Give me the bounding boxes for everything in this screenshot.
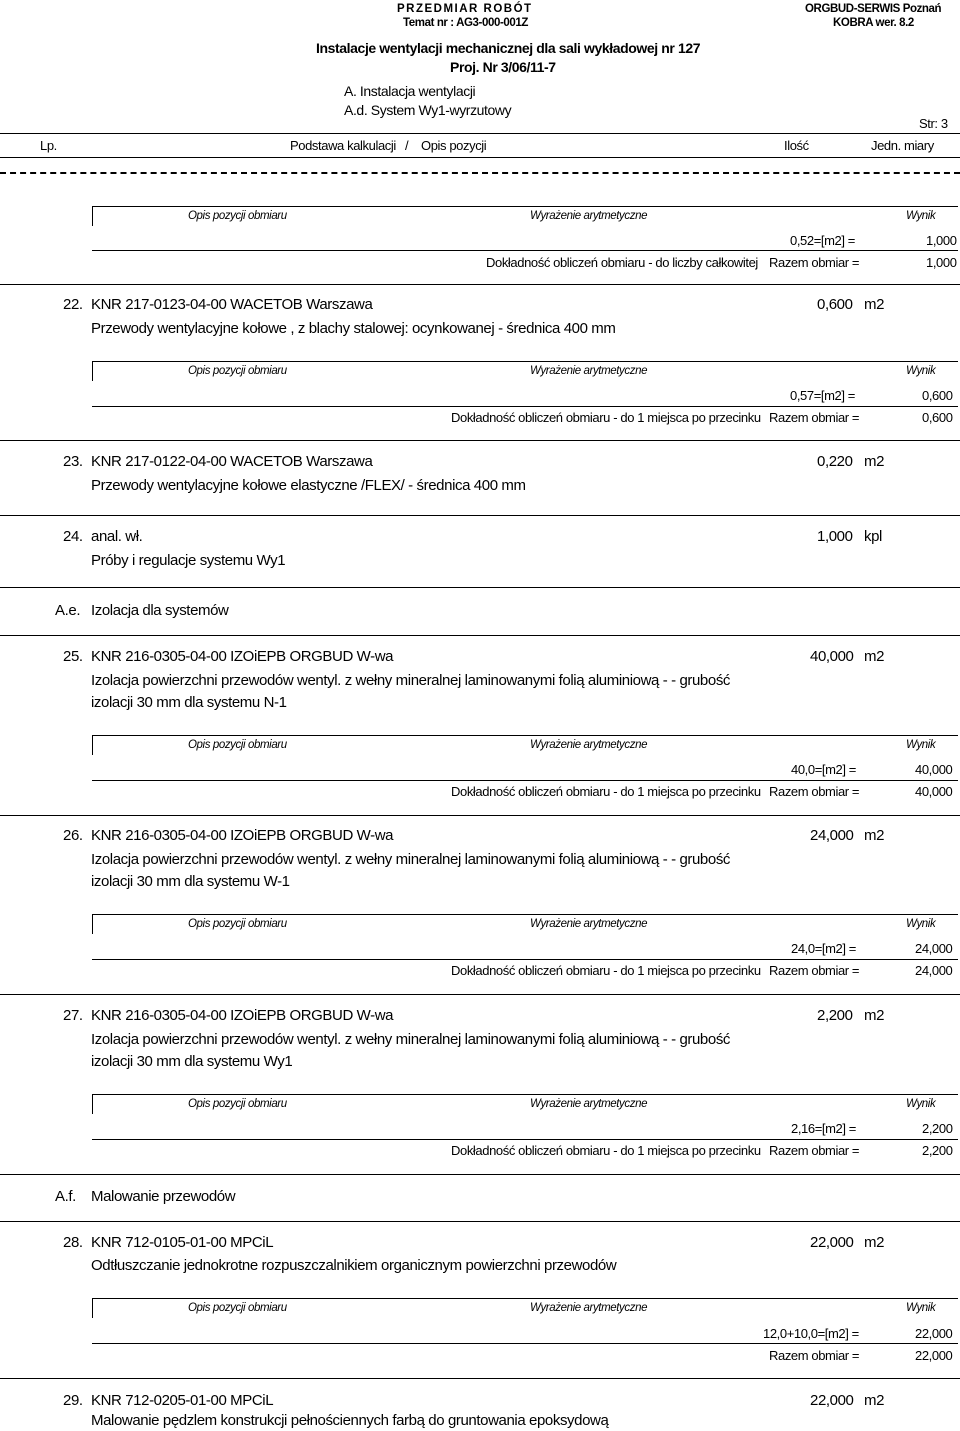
- meas-header-desc: Opis pozycji obmiaru: [188, 739, 287, 751]
- meas-header-expr: Wyrażenie arytmetyczne: [530, 365, 648, 377]
- section-code: A.e.: [55, 602, 81, 619]
- col-qty: Ilość: [784, 138, 809, 153]
- item-description-line2: izolacji 30 mm dla systemu W-1: [91, 873, 290, 890]
- total-label: Razem obmiar =: [769, 1143, 860, 1158]
- item-lp: 25.: [63, 648, 83, 665]
- total-label: Razem obmiar =: [769, 784, 860, 799]
- item-qty: 22,000: [810, 1392, 854, 1409]
- precision-note: Dokładność obliczeń obmiaru - do 1 miejsca po przecinku: [451, 1143, 761, 1158]
- precision-note: Dokładność obliczeń obmiaru - do 1 miejsca po przecinku: [451, 410, 761, 425]
- section-heading: Malowanie przewodów: [91, 1188, 236, 1205]
- item-unit: m2: [864, 1392, 885, 1409]
- item-unit: m2: [864, 648, 885, 665]
- meas-header-expr: Wyrażenie arytmetyczne: [530, 1302, 648, 1314]
- item-basis: KNR 216-0305-04-00 IZOiEPB ORGBUD W-wa: [91, 827, 394, 844]
- col-lp: Lp.: [40, 138, 57, 153]
- meas-header-result: Wynik: [906, 739, 936, 751]
- meas-result: 2,200: [922, 1121, 953, 1136]
- item-qty: 24,000: [810, 827, 854, 844]
- meas-header-expr: Wyrażenie arytmetyczne: [530, 739, 648, 751]
- meas-header-desc: Opis pozycji obmiaru: [188, 365, 287, 377]
- col-slash: /: [405, 138, 409, 153]
- topic-number: Temat nr : AG3-000-001Z: [403, 17, 529, 29]
- meas-result: 0,600: [922, 388, 953, 403]
- item-description-line2: izolacji 30 mm dla systemu N-1: [91, 694, 287, 711]
- total-label: Razem obmiar =: [769, 410, 860, 425]
- item-description: Izolacja powierzchni przewodów wentyl. z wełny mineralnej laminowanymi folią aluminiową - - grubość: [91, 672, 731, 689]
- item-description: Izolacja powierzchni przewodów wentyl. z wełny mineralnej laminowanymi folią aluminiową - - grubość: [91, 1031, 731, 1048]
- meas-header-result: Wynik: [906, 1302, 936, 1314]
- meas-header-expr: Wyrażenie arytmetyczne: [530, 918, 648, 930]
- item-unit: m2: [864, 1007, 885, 1024]
- item-qty: 0,220: [817, 453, 853, 470]
- item-unit: kpl: [864, 528, 882, 545]
- item-qty: 40,000: [810, 648, 854, 665]
- section-title: A. Instalacja wentylacji: [344, 83, 476, 99]
- total-value: 22,000: [915, 1348, 953, 1363]
- total-label: Razem obmiar =: [769, 255, 860, 270]
- document-title: PRZEDMIAR ROBÓT: [397, 3, 533, 15]
- col-basis: Podstawa kalkulacji: [290, 138, 396, 153]
- meas-expression: 24,0=[m2] =: [791, 941, 856, 956]
- item-lp: 26.: [63, 827, 83, 844]
- total-value: 1,000: [926, 255, 957, 270]
- meas-header-expr: Wyrażenie arytmetyczne: [530, 210, 648, 222]
- item-basis: KNR 216-0305-04-00 IZOiEPB ORGBUD W-wa: [91, 1007, 394, 1024]
- meas-result: 24,000: [915, 941, 953, 956]
- item-unit: m2: [864, 1234, 885, 1251]
- precision-note: Dokładność obliczeń obmiaru - do 1 miejsca po przecinku: [451, 963, 761, 978]
- meas-header-desc: Opis pozycji obmiaru: [188, 1302, 287, 1314]
- total-value: 2,200: [922, 1143, 953, 1158]
- item-description: Odtłuszczanie jednokrotne rozpuszczalnikiem organicznym powierzchni przewodów: [91, 1257, 617, 1274]
- total-value: 40,000: [915, 784, 953, 799]
- item-description: Próby i regulacje systemu Wy1: [91, 552, 286, 569]
- item-description: Przewody wentylacyjne kołowe , z blachy stalowej: ocynkowanej - średnica 400 mm: [91, 320, 616, 337]
- item-lp: 29.: [63, 1392, 83, 1409]
- item-basis: KNR 217-0122-04-00 WACETOB Warszawa: [91, 453, 373, 470]
- section-heading: Izolacja dla systemów: [91, 602, 229, 619]
- meas-header-result: Wynik: [906, 918, 936, 930]
- meas-expression: 12,0+10,0=[m2] =: [763, 1326, 859, 1341]
- meas-header-result: Wynik: [906, 365, 936, 377]
- item-basis: KNR 216-0305-04-00 IZOiEPB ORGBUD W-wa: [91, 648, 394, 665]
- meas-expression: 40,0=[m2] =: [791, 762, 856, 777]
- item-unit: m2: [864, 296, 885, 313]
- subsection-title: A.d. System Wy1-wyrzutowy: [344, 102, 512, 118]
- item-description: Izolacja powierzchni przewodów wentyl. z wełny mineralnej laminowanymi folią aluminiową - - grubość: [91, 851, 731, 868]
- item-basis: anal. wł.: [91, 528, 143, 545]
- item-description-line2: izolacji 30 mm dla systemu Wy1: [91, 1053, 293, 1070]
- precision-note: Dokładność obliczeń obmiaru - do liczby całkowitej: [486, 255, 758, 270]
- project-title: Instalacje wentylacji mechanicznej dla sali wykładowej nr 127: [316, 40, 701, 56]
- project-number: Proj. Nr 3/06/11-7: [450, 59, 556, 75]
- meas-expression: 2,16=[m2] =: [791, 1121, 856, 1136]
- total-value: 24,000: [915, 963, 953, 978]
- item-qty: 0,600: [817, 296, 853, 313]
- item-lp: 23.: [63, 453, 83, 470]
- item-lp: 28.: [63, 1234, 83, 1251]
- meas-header-desc: Opis pozycji obmiaru: [188, 1098, 287, 1110]
- item-unit: m2: [864, 453, 885, 470]
- item-basis: KNR 217-0123-04-00 WACETOB Warszawa: [91, 296, 373, 313]
- col-desc: Opis pozycji: [421, 138, 487, 153]
- meas-expression: 0,57=[m2] =: [790, 388, 855, 403]
- total-label: Razem obmiar =: [769, 1348, 860, 1363]
- meas-header-expr: Wyrażenie arytmetyczne: [530, 1098, 648, 1110]
- item-lp: 27.: [63, 1007, 83, 1024]
- meas-result: 22,000: [915, 1326, 953, 1341]
- item-qty: 2,200: [817, 1007, 853, 1024]
- meas-header-desc: Opis pozycji obmiaru: [188, 210, 287, 222]
- meas-header-result: Wynik: [906, 210, 936, 222]
- item-unit: m2: [864, 827, 885, 844]
- page-number: Str: 3: [919, 116, 948, 131]
- precision-note: Dokładność obliczeń obmiaru - do 1 miejsca po przecinku: [451, 784, 761, 799]
- company-name: ORGBUD-SERWIS Poznań: [805, 3, 942, 15]
- col-unit: Jedn. miary: [871, 138, 934, 153]
- item-lp: 24.: [63, 528, 83, 545]
- item-lp: 22.: [63, 296, 83, 313]
- section-code: A.f.: [55, 1188, 76, 1205]
- total-value: 0,600: [922, 410, 953, 425]
- meas-expression: 0,52=[m2] =: [790, 233, 855, 248]
- item-basis: KNR 712-0105-01-00 MPCiL: [91, 1234, 274, 1251]
- item-basis: KNR 712-0205-01-00 MPCiL: [91, 1392, 274, 1409]
- software-version: KOBRA wer. 8.2: [833, 17, 914, 29]
- item-description: Przewody wentylacyjne kołowe elastyczne /FLEX/ - średnica 400 mm: [91, 477, 526, 494]
- item-description: Malowanie pędzlem konstrukcji pełnościennych farbą do gruntowania epoksydową: [91, 1412, 609, 1429]
- meas-header-result: Wynik: [906, 1098, 936, 1110]
- total-label: Razem obmiar =: [769, 963, 860, 978]
- meas-result: 1,000: [926, 233, 957, 248]
- meas-header-desc: Opis pozycji obmiaru: [188, 918, 287, 930]
- item-qty: 1,000: [817, 528, 853, 545]
- meas-result: 40,000: [915, 762, 953, 777]
- item-qty: 22,000: [810, 1234, 854, 1251]
